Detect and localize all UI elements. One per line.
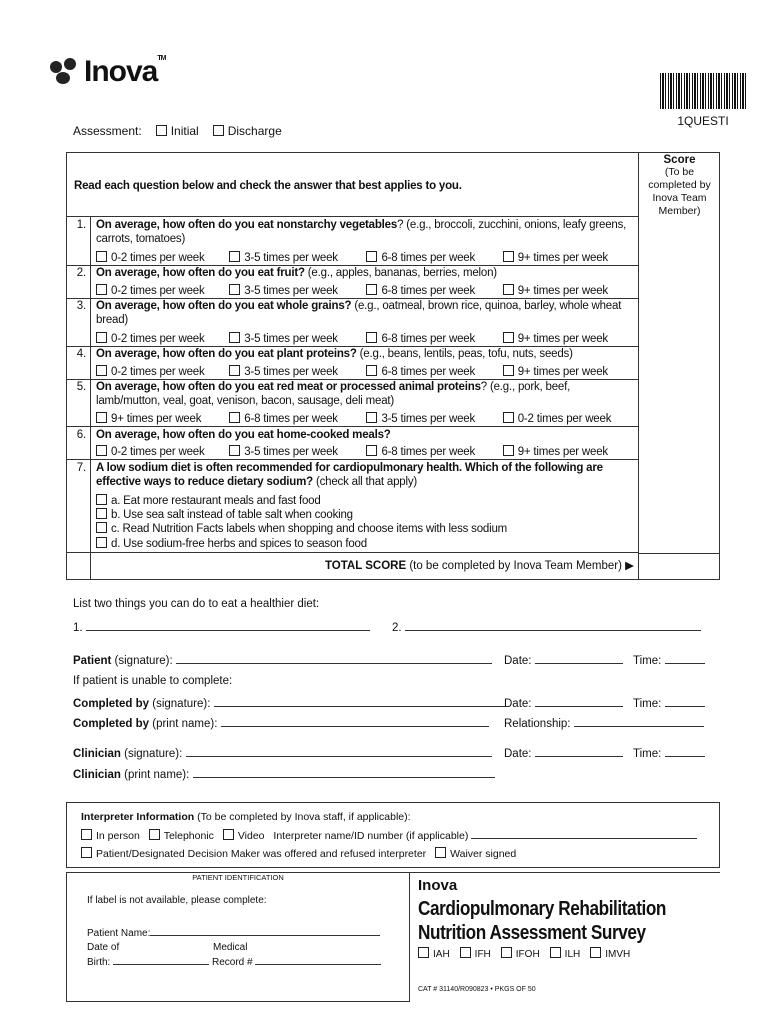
answer-checkbox[interactable]: 0-2 times per week xyxy=(96,332,229,345)
answer-checkbox[interactable]: 9+ times per week xyxy=(503,251,636,264)
answer-checkbox[interactable]: 0-2 times per week xyxy=(96,251,229,264)
label-note: If label is not available, please complete: xyxy=(87,895,267,906)
question-6: 6. On average, how often do you eat home-cooked meals? xyxy=(76,429,391,441)
interpreter-id-field[interactable] xyxy=(471,828,697,839)
divider xyxy=(66,216,638,217)
completed-time: Time: xyxy=(633,696,705,710)
site-imvh-checkbox[interactable]: IMVH xyxy=(590,947,630,960)
interpreter-box xyxy=(66,802,720,868)
answer-checkbox[interactable]: 3-5 times per week xyxy=(229,445,366,458)
score-column xyxy=(638,152,720,580)
site-options xyxy=(418,947,630,960)
site-ifh-checkbox[interactable]: IFH xyxy=(460,947,491,960)
site-ifoh-checkbox[interactable]: IFOH xyxy=(501,947,540,960)
refused-interpreter-checkbox[interactable]: Patient/Designated Decision Maker was offered and refused interpreter xyxy=(81,848,426,860)
dob-row: Date of Birth: xyxy=(87,941,209,969)
video-checkbox[interactable]: Video xyxy=(223,830,265,842)
date-field[interactable] xyxy=(535,746,623,757)
question-divider xyxy=(66,426,638,427)
inova-logo-icon xyxy=(50,58,80,86)
sodium-option-b[interactable]: b. Use sea salt instead of table salt when cooking xyxy=(96,508,353,521)
answer-checkbox[interactable]: 0-2 times per week xyxy=(503,412,636,425)
time-field[interactable] xyxy=(665,653,705,664)
healthier-prompt: List two things you can do to eat a healthier diet: xyxy=(73,598,320,610)
completed-print-field[interactable] xyxy=(221,716,489,727)
barcode xyxy=(660,73,746,109)
form-title: Cardiopulmonary Rehabilitation Nutrition Assessment Survey xyxy=(418,898,666,944)
patient-date: Date: xyxy=(504,653,623,667)
sodium-option-c[interactable]: c. Read Nutrition Facts labels when shopping and choose items with less sodium xyxy=(96,522,507,535)
completed-date: Date: xyxy=(504,696,623,710)
question-2-answers xyxy=(96,284,636,297)
answer-checkbox[interactable]: 9+ times per week xyxy=(503,332,636,345)
footer-brand: Inova xyxy=(418,877,458,894)
answer-checkbox[interactable]: 6-8 times per week xyxy=(229,412,366,425)
relationship: Relationship: xyxy=(504,716,704,730)
answer-checkbox[interactable]: 3-5 times per week xyxy=(229,284,366,297)
clinician-print-field[interactable] xyxy=(193,767,495,778)
answer-checkbox[interactable]: 0-2 times per week xyxy=(96,284,229,297)
patient-name-row: Patient Name: xyxy=(87,925,380,939)
initial-checkbox[interactable]: Initial xyxy=(156,124,199,138)
form-code: 1QUESTI xyxy=(677,114,729,128)
date-field[interactable] xyxy=(535,696,623,707)
answer-checkbox[interactable]: 9+ times per week xyxy=(503,284,636,297)
dob-field[interactable] xyxy=(113,954,209,965)
relationship-field[interactable] xyxy=(574,716,704,727)
patient-id-header: PATIENT IDENTIFICATION xyxy=(192,873,284,882)
time-field[interactable] xyxy=(665,746,705,757)
total-score-label: TOTAL SCORE (to be completed by Inova Team Member) ▶ xyxy=(324,560,634,572)
healthier-item-1-field[interactable] xyxy=(86,620,370,631)
question-1: 1. On average, how often do you eat nonstarchy vegetables? (e.g., broccoli, zucchini, onions, leafy greens, carrots, tomatoes) xyxy=(76,219,627,245)
answer-checkbox[interactable]: 3-5 times per week xyxy=(229,332,366,345)
answer-checkbox[interactable]: 9+ times per week xyxy=(503,365,636,378)
waiver-signed-checkbox[interactable]: Waiver signed xyxy=(435,848,516,860)
date-field[interactable] xyxy=(535,653,623,664)
answer-checkbox[interactable]: 0-2 times per week xyxy=(96,445,229,458)
completed-signature-row: Completed by (signature): xyxy=(73,696,506,710)
completed-signature-field[interactable] xyxy=(214,696,506,707)
sodium-option-d[interactable]: d. Use sodium-free herbs and spices to season food xyxy=(96,537,367,550)
medical-record-row: Medical Record # xyxy=(212,941,381,969)
interpreter-id-label: Interpreter name/ID number (if applicable) xyxy=(273,830,469,842)
answer-checkbox[interactable]: 9+ times per week xyxy=(96,412,229,425)
patient-signature-row: Patient (signature): xyxy=(73,653,492,667)
question-3: 3. On average, how often do you eat whole grains? (e.g., oatmeal, brown rice, quinoa, barley, whole wheat bread) xyxy=(76,300,622,326)
unable-note: If patient is unable to complete: xyxy=(73,675,233,687)
answer-checkbox[interactable]: 6-8 times per week xyxy=(366,284,502,297)
score-note: (To be completed by Inova Team Member) xyxy=(648,166,711,217)
telephonic-checkbox[interactable]: Telephonic xyxy=(149,830,214,842)
interpreter-refusal-row xyxy=(81,847,705,860)
answer-checkbox[interactable]: 6-8 times per week xyxy=(366,251,502,264)
question-3-answers xyxy=(96,332,636,345)
question-divider xyxy=(66,552,638,553)
medical-record-field[interactable] xyxy=(255,954,381,965)
answer-checkbox[interactable]: 6-8 times per week xyxy=(366,445,502,458)
answer-checkbox[interactable]: 6-8 times per week xyxy=(366,332,502,345)
interpreter-title: Interpreter Information (To be completed by Inova staff, if applicable): xyxy=(81,811,411,823)
patient-name-field[interactable] xyxy=(150,925,380,936)
healthier-item-2-field[interactable] xyxy=(405,620,701,631)
interpreter-modes xyxy=(81,828,705,842)
answer-checkbox[interactable]: 3-5 times per week xyxy=(366,412,502,425)
answer-checkbox[interactable]: 0-2 times per week xyxy=(96,365,229,378)
assessment-label: Assessment: xyxy=(73,124,142,138)
question-2: 2. On average, how often do you eat fruit? (e.g., apples, bananas, berries, melon) xyxy=(76,267,497,279)
patient-time: Time: xyxy=(633,653,705,667)
question-6-answers xyxy=(96,445,636,458)
question-4: 4. On average, how often do you eat plant proteins? (e.g., beans, lentils, peas, tofu, nuts, seeds) xyxy=(76,348,573,360)
in-person-checkbox[interactable]: In person xyxy=(81,830,140,842)
time-field[interactable] xyxy=(665,696,705,707)
instructions: Read each question below and check the answer that best applies to you. xyxy=(74,180,462,192)
question-5: 5. On average, how often do you eat red meat or processed animal proteins? (e.g., pork, beef, lamb/mutton, veal, goat, venison, bacon, sausage, deli meat) xyxy=(76,381,571,407)
clinician-signature-field[interactable] xyxy=(186,746,492,757)
question-4-answers xyxy=(96,365,636,378)
discharge-checkbox[interactable]: Discharge xyxy=(213,124,282,138)
question-5-answers xyxy=(96,412,636,425)
answer-checkbox[interactable]: 3-5 times per week xyxy=(229,251,366,264)
assessment-row xyxy=(73,124,282,138)
patient-signature-field[interactable] xyxy=(176,653,492,664)
catalog-number: CAT # 31140/R090823 • PKGS OF 50 xyxy=(418,986,536,993)
clinician-time: Time: xyxy=(633,746,705,760)
clinician-date: Date: xyxy=(504,746,623,760)
answer-checkbox[interactable]: 9+ times per week xyxy=(503,445,636,458)
answer-checkbox[interactable]: 6-8 times per week xyxy=(366,365,502,378)
answer-checkbox[interactable]: 3-5 times per week xyxy=(229,365,366,378)
clinician-print-row: Clinician (print name): xyxy=(73,767,495,781)
sodium-option-a[interactable]: a. Eat more restaurant meals and fast food xyxy=(96,494,321,507)
question-7: 7. A low sodium diet is often recommended for cardiopulmonary health. Which of the following are effective ways to reduce dietary sodium? (check all that apply) xyxy=(76,462,603,488)
clinician-signature-row: Clinician (signature): xyxy=(73,746,492,760)
inova-logo xyxy=(50,55,165,89)
logo-text: Inova™ xyxy=(84,55,166,88)
question-divider xyxy=(66,459,638,460)
score-title: Score xyxy=(663,154,696,166)
site-iah-checkbox[interactable]: IAH xyxy=(418,947,450,960)
healthier-item-1: 1. xyxy=(73,620,370,634)
healthier-item-2: 2. xyxy=(392,620,701,634)
completed-print-row: Completed by (print name): xyxy=(73,716,489,730)
question-1-answers xyxy=(96,251,636,264)
total-score-field[interactable] xyxy=(638,553,720,580)
site-ilh-checkbox[interactable]: ILH xyxy=(550,947,581,960)
